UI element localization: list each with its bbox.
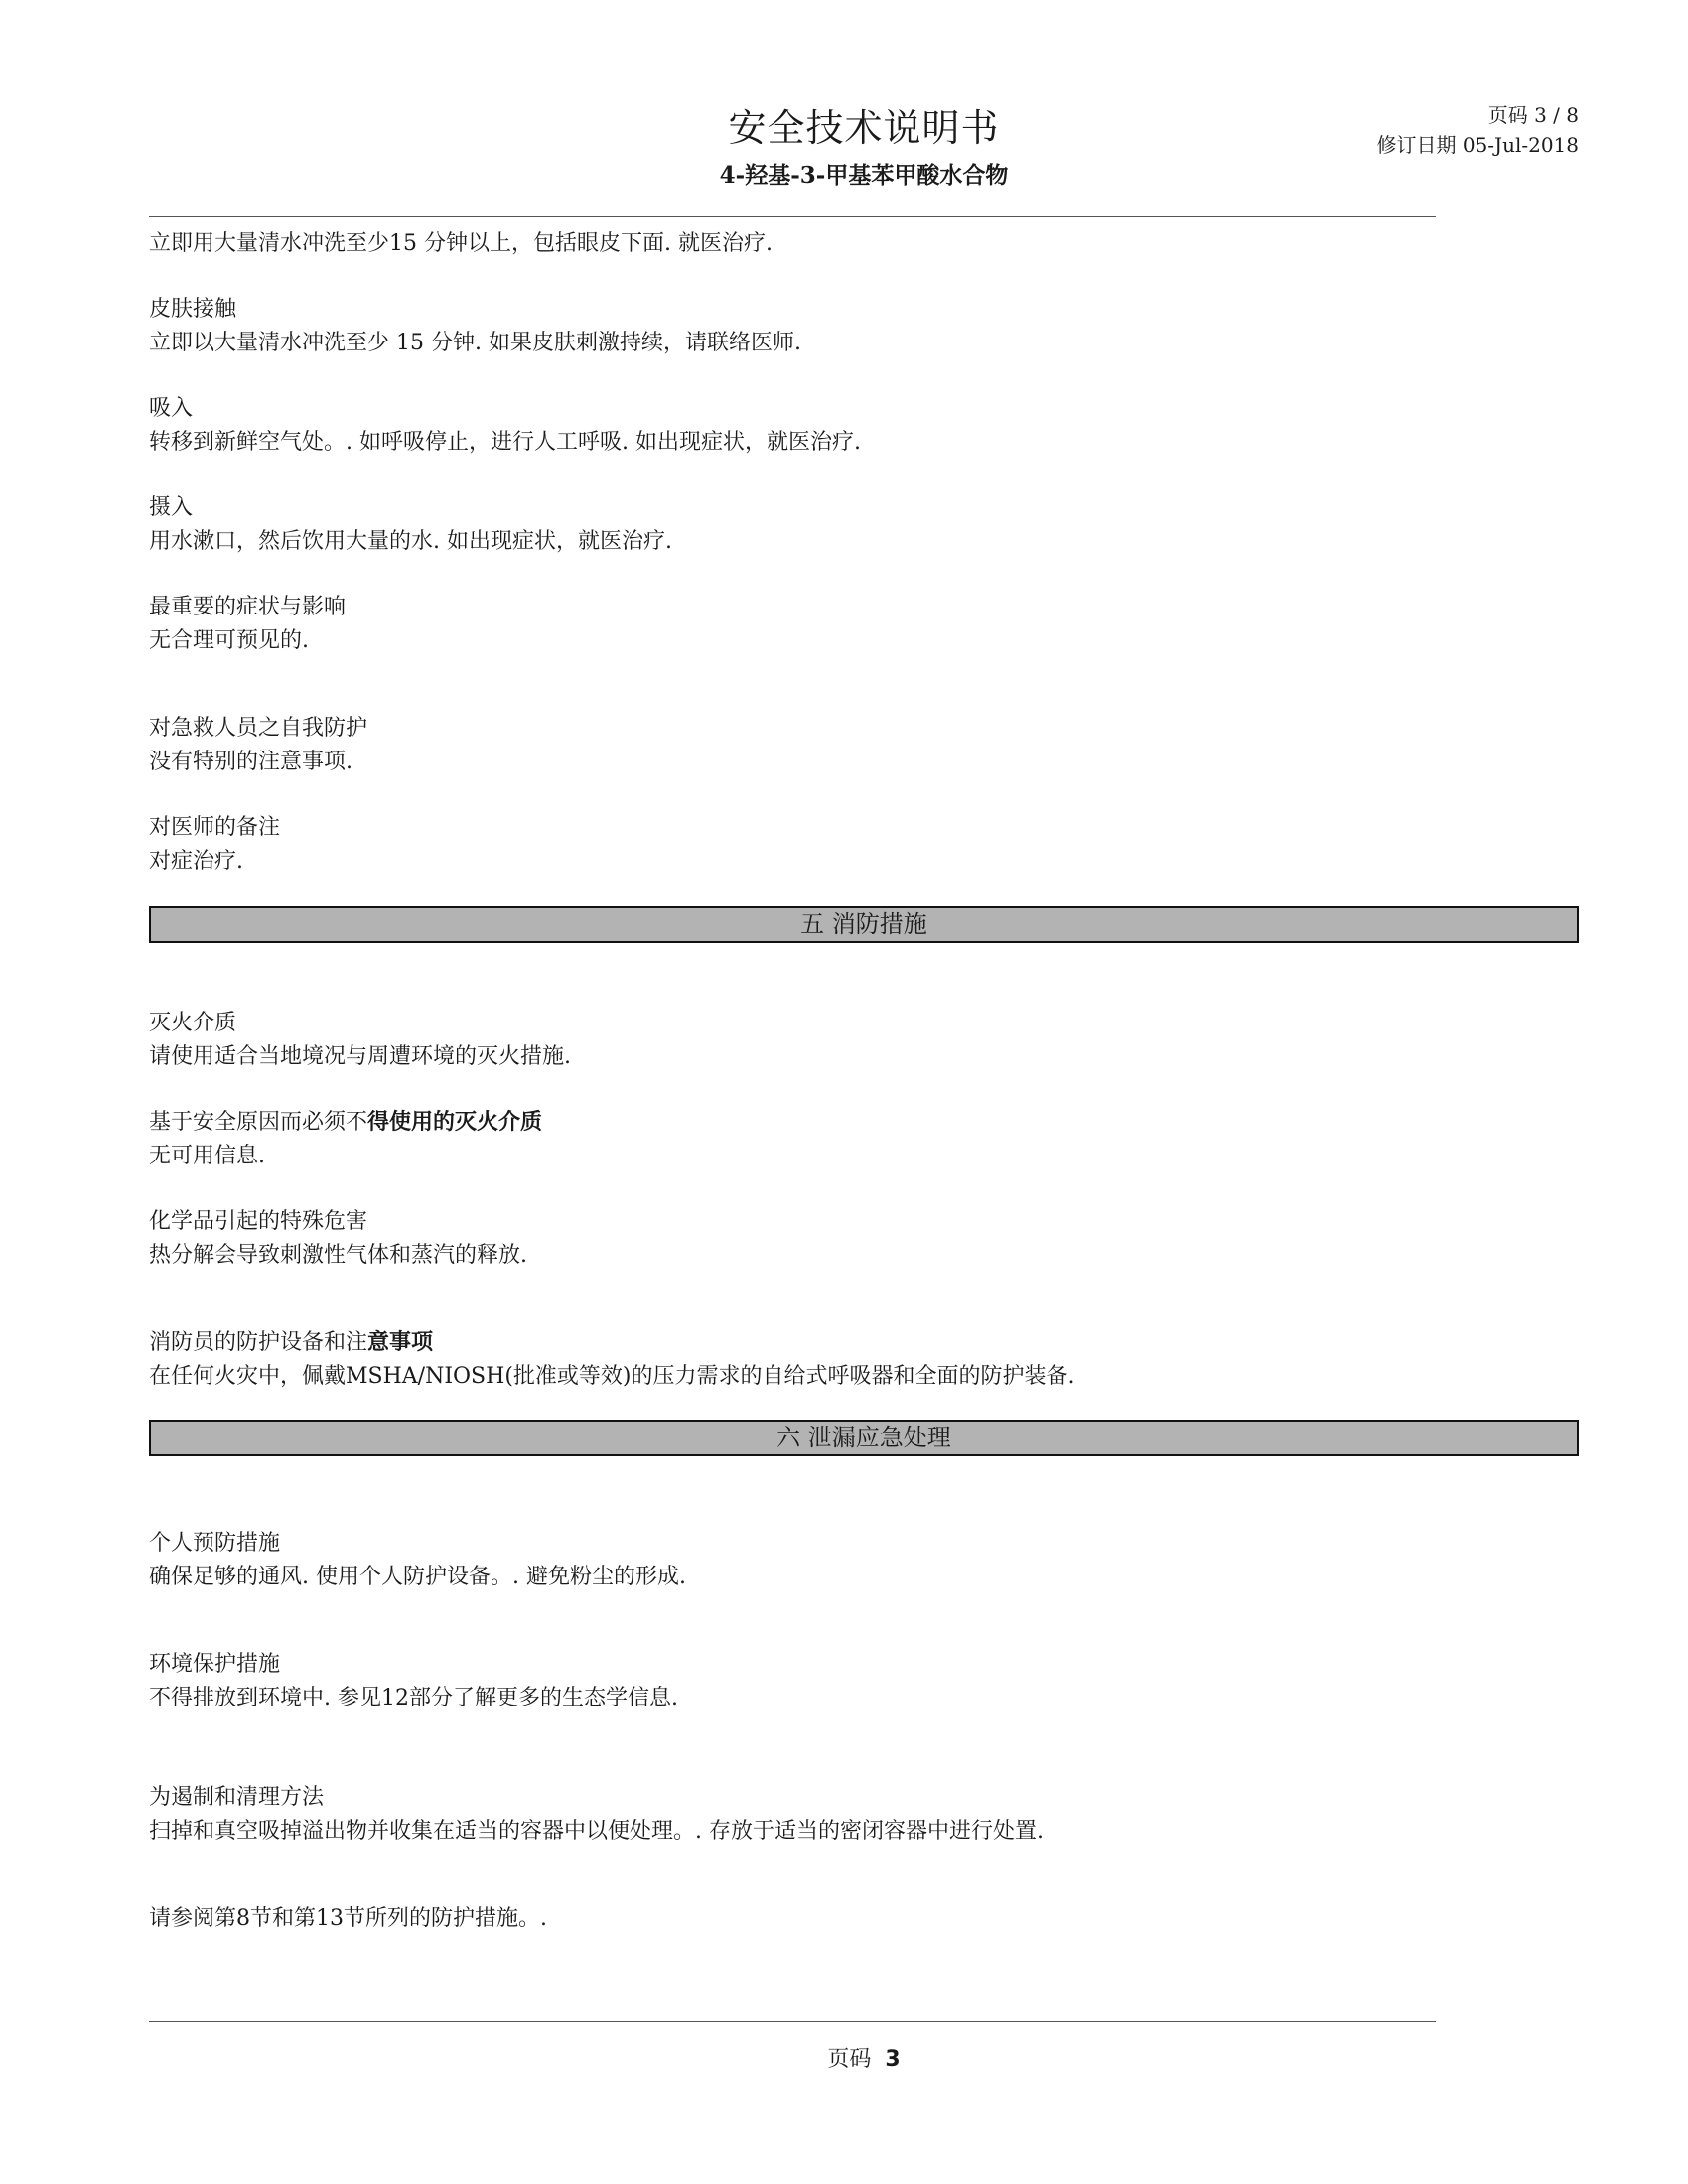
ingestion-heading: 摄入 (149, 495, 194, 520)
unsuitable-media-heading (149, 1105, 542, 1136)
section-6-header: 六 泄漏应急处理 (149, 1420, 1579, 1456)
page-indicator: 页码 3 / 8 (1487, 103, 1579, 127)
product-name: 4-羟基-3-甲基苯甲酸水合物 (719, 162, 1009, 189)
responder-protection-text: 没有特别的注意事项. (149, 750, 352, 774)
skin-contact-heading: 皮肤接触 (149, 297, 237, 322)
footer-page-label: 页码 (827, 2047, 872, 2072)
unsuitable-media-heading-plain: 基于安全原因而必须不 (149, 1110, 368, 1135)
special-hazards-heading: 化学品引起的特殊危害 (149, 1209, 368, 1234)
header-divider (149, 216, 1436, 217)
section-5-header: 五 消防措施 (149, 906, 1579, 943)
revision-date: 修订日期 05-Jul-2018 (1376, 133, 1579, 157)
containment-methods-heading: 为遏制和清理方法 (149, 1785, 325, 1810)
responder-protection-heading: 对急救人员之自我防护 (149, 716, 368, 741)
firefighter-heading-bold: 意事项 (367, 1329, 434, 1355)
environmental-precautions-heading: 环境保护措施 (149, 1652, 281, 1677)
unsuitable-media-text: 无可用信息. (149, 1144, 265, 1168)
personal-precautions-heading: 个人预防措施 (149, 1531, 281, 1556)
physician-note-text: 对症治疗. (149, 849, 243, 874)
firefighter-protection-heading (149, 1325, 433, 1356)
special-hazards-text: 热分解会导致刺激性气体和蒸汽的释放. (149, 1243, 527, 1268)
physician-note-heading: 对医师的备注 (149, 815, 281, 840)
firefighter-protection-text: 在任何火灾中，佩戴MSHA/NIOSH(批准或等效)的压力需求的自给式呼吸器和全面的防护装备. (149, 1364, 1075, 1389)
containment-methods-text: 扫掉和真空吸掉溢出物并收集在适当的容器中以便处理。. 存放于适当的密闭容器中进行处置. (149, 1819, 1044, 1843)
symptoms-heading: 最重要的症状与影响 (149, 595, 347, 619)
footer-page-number: 3 (885, 2047, 901, 2072)
document-title: 安全技术说明书 (728, 106, 1000, 150)
symptoms-text: 无合理可预见的. (149, 628, 309, 653)
inhalation-text: 转移到新鲜空气处。. 如呼吸停止，进行人工呼吸. 如出现症状，就医治疗. (149, 430, 861, 455)
footer-divider (149, 2021, 1436, 2022)
personal-precautions-text: 确保足够的通风. 使用个人防护设备。. 避免粉尘的形成. (149, 1565, 686, 1589)
extinguishing-media-text: 请使用适合当地境况与周遭环境的灭火措施. (149, 1044, 571, 1069)
skin-contact-text: 立即以大量清水冲洗至少 15 分钟. 如果皮肤刺激持续，请联络医师. (149, 331, 801, 355)
eye-contact-text: 立即用大量清水冲洗至少15 分钟以上，包括眼皮下面. 就医治疗. (149, 231, 773, 256)
ingestion-text: 用水漱口，然后饮用大量的水. 如出现症状，就医治疗. (149, 529, 672, 554)
extinguishing-media-heading: 灭火介质 (149, 1011, 237, 1035)
inhalation-heading: 吸入 (149, 396, 194, 421)
reference-sections-text: 请参阅第8节和第13节所列的防护措施。. (149, 1906, 547, 1931)
page-footer (0, 2042, 1688, 2073)
firefighter-heading-plain: 消防员的防护设备和注 (149, 1330, 368, 1355)
unsuitable-media-heading-bold: 得使用的灭火介质 (367, 1109, 543, 1135)
environmental-precautions-text: 不得排放到环境中. 参见12部分了解更多的生态学信息. (149, 1686, 678, 1710)
